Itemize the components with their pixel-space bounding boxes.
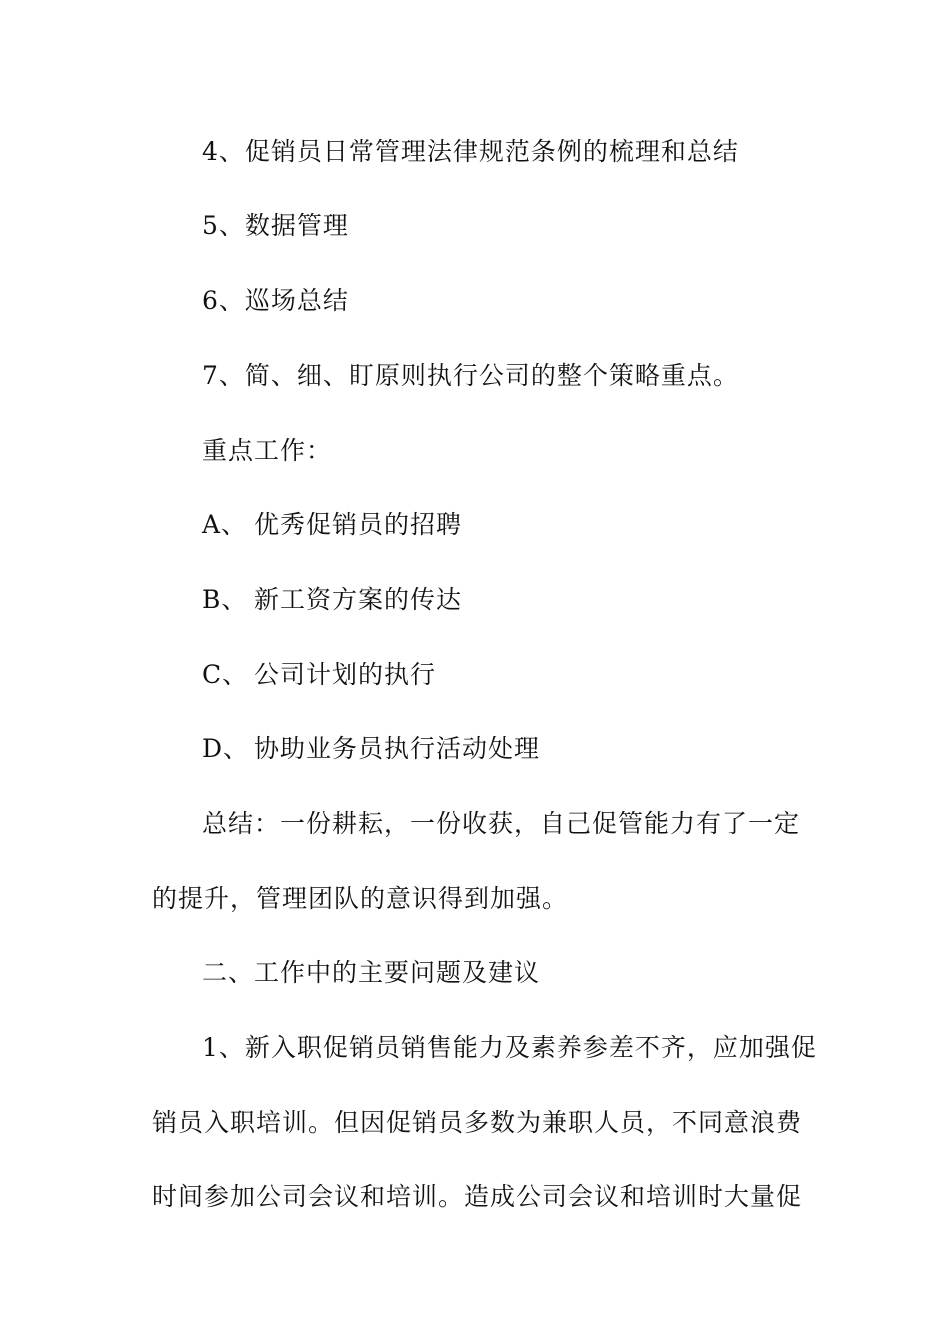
key-task-b [202, 584, 462, 616]
key-task-c [202, 659, 436, 691]
key-task-d [202, 733, 540, 765]
list-item-7: 7、简、细、盯原则执行公司的整个策略重点。 [202, 361, 739, 390]
summary-line-1: 总结：一份耕耘，一份收获，自己促管能力有了一定 [202, 809, 801, 838]
list-item-6: 6、巡场总结 [202, 286, 349, 315]
list-item-4: 4、促销员日常管理法律规范条例的梳理和总结 [202, 137, 739, 166]
key-task-text: 协助业务员执行活动处理 [254, 734, 541, 763]
key-task-marker: D、 [202, 734, 250, 763]
key-tasks-heading: 重点工作： [202, 436, 333, 465]
key-task-text: 优秀促销员的招聘 [254, 510, 463, 539]
section-heading: 二、工作中的主要问题及建议 [202, 958, 541, 987]
key-task-marker: B、 [202, 585, 248, 614]
key-task-text: 公司计划的执行 [254, 660, 437, 689]
issue-paragraph-line-2: 销员入职培训。但因促销员多数为兼职人员，不同意浪费 [152, 1108, 803, 1137]
key-task-a [202, 509, 462, 541]
key-task-marker: A、 [202, 510, 248, 539]
issue-paragraph-line-3: 时间参加公司会议和培训。造成公司会议和培训时大量促 [152, 1182, 803, 1211]
key-task-marker: C、 [202, 660, 249, 689]
list-item-5: 5、数据管理 [202, 211, 349, 240]
key-task-text: 新工资方案的传达 [254, 585, 463, 614]
issue-paragraph-line-1: 1、新入职促销员销售能力及素养参差不齐，应加强促 [202, 1033, 817, 1062]
summary-line-2: 的提升，管理团队的意识得到加强。 [152, 884, 569, 913]
